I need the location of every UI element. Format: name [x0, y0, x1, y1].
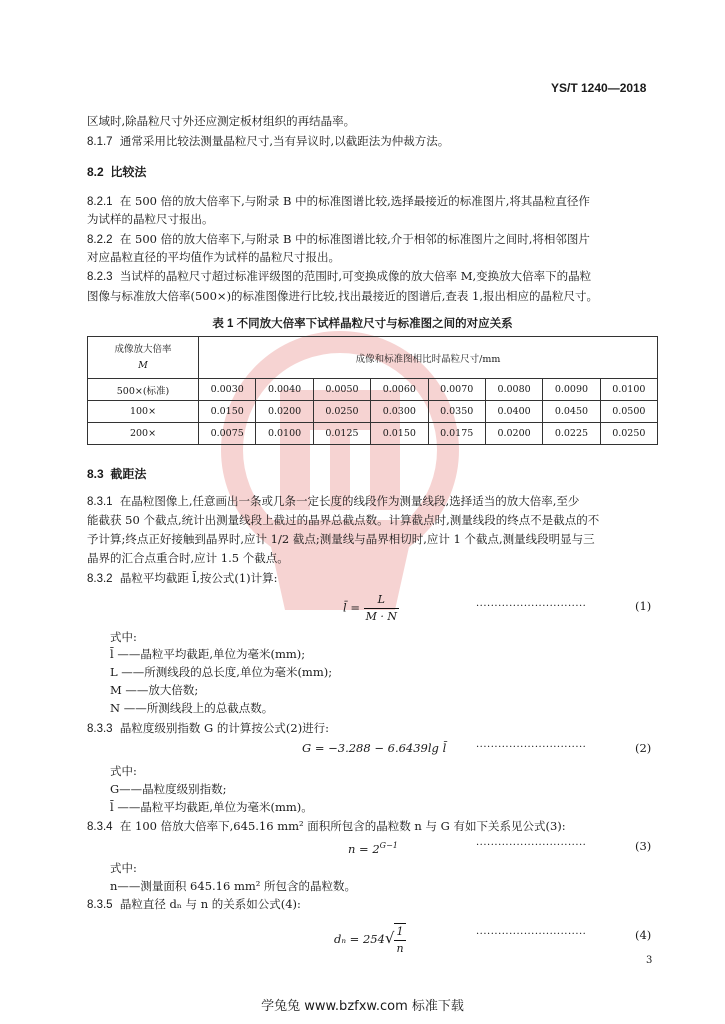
clause-number: 8.3.2	[87, 573, 113, 585]
table-cell: 0.0250	[600, 423, 657, 445]
formula-1	[343, 592, 399, 625]
clause-number: 8.3.3	[87, 723, 113, 735]
table-cell: 0.0400	[485, 401, 542, 423]
table-cell: 0.0350	[428, 401, 485, 423]
definition-line: n——测量面积 645.16 mm² 所包含的晶粒数。	[110, 879, 357, 893]
leader-dots: ······························	[476, 929, 587, 940]
table-cell: 0.0150	[371, 423, 428, 445]
table-cell: 0.0090	[543, 379, 600, 401]
table-cell: 0.0060	[371, 379, 428, 401]
clause-number: 8.3.4	[87, 821, 113, 833]
clause-text: 当试样的晶粒尺寸超过标准评级图的范围时,可变换成像的放大倍率 M,变换放大倍率下的晶粒	[119, 269, 592, 283]
definition-line: G——晶粒度级别指数;	[110, 782, 227, 796]
leader-dots: ······························	[476, 601, 587, 612]
table-caption: 表 1 不同放大倍率下试样晶粒尺寸与标准图之间的对应关系	[212, 318, 513, 330]
clause-8-3-1	[87, 493, 579, 510]
clause-text: 在 500 倍的放大倍率下,与附录 B 中的标准图谱比较,介于相邻的标准图片之间时,将相邻图片	[119, 232, 590, 246]
fraction-numerator: 1	[394, 924, 405, 941]
fraction-denominator: n	[396, 942, 404, 955]
row-label: 100×	[88, 401, 199, 423]
clause-number: 8.2.1	[87, 196, 113, 208]
footer-link[interactable]: 学兔兔 www.bzfxw.com 标准下载	[261, 999, 464, 1014]
clause-text: 通常采用比较法测量晶粒尺寸,当有异议时,以截距法为仲裁方法。	[119, 134, 450, 148]
where-label: 式中:	[110, 861, 137, 875]
paragraph-line: 对应晶粒直径的平均值作为试样的晶粒尺寸报出。	[87, 250, 340, 264]
paragraph-line: 晶界的汇合点重合时,应计 1.5 个截点。	[87, 551, 289, 565]
clause-text: 在 500 倍的放大倍率下,与附录 B 中的标准图谱比较,选择最接近的标准图片,将其晶粒直径作	[119, 194, 590, 208]
table-cell: 0.0030	[199, 379, 256, 401]
clause-number: 8.2.2	[87, 234, 113, 246]
paragraph-line: 图像与标准放大倍率(500×)的标准图像进行比较,找出最接近的图谱后,查表 1,报出相应的晶粒尺寸。	[87, 289, 598, 303]
formula-2: G = −3.288 − 6.6439lg l̄	[302, 741, 447, 755]
paragraph-line: 区域时,除晶粒尺寸外还应测定板材组织的再结晶率。	[87, 114, 356, 128]
table-row	[88, 401, 658, 423]
table-cell: 0.0450	[543, 401, 600, 423]
definition-line: l̄ ——晶粒平均截距,单位为毫米(mm);	[110, 647, 306, 661]
definition-line: L ——所测线段的总长度,单位为毫米(mm);	[110, 665, 333, 679]
table-cell: 0.0040	[256, 379, 313, 401]
clause-8-3-2	[87, 570, 278, 587]
grain-size-table	[87, 336, 658, 445]
where-label: 式中:	[110, 764, 137, 778]
formula-lhs: dₙ = 254	[334, 932, 385, 946]
table-cell: 0.0080	[485, 379, 542, 401]
clause-8-3-5	[87, 896, 301, 913]
formula-base: n = 2	[348, 841, 380, 856]
table-cell: 0.0200	[256, 401, 313, 423]
paragraph-line: 能截获 50 个截点,统计出测量线段上截过的晶界总截点数。计算截点时,测量线段的终点不是截点的不	[87, 513, 600, 527]
clause-8-2-1	[87, 193, 590, 210]
section-title: 比较法	[110, 165, 147, 179]
standard-number: YS/T 1240—2018	[551, 81, 647, 95]
paragraph-line: 予计算;终点正好接触到晶界时,应计 1/2 截点;测量线与晶界相切时,应计 1 个截点,测量线段明显与三	[87, 532, 595, 546]
clause-number: 8.3.1	[87, 496, 113, 508]
header-cell-grain-size: 成像和标准图相比时晶粒尺寸/mm	[199, 337, 658, 379]
table-cell: 0.0070	[428, 379, 485, 401]
table-cell: 0.0050	[313, 379, 370, 401]
clause-number: 8.1.7	[87, 136, 113, 148]
section-number: 8.3	[87, 467, 104, 481]
section-title: 截距法	[110, 467, 147, 481]
table-cell: 0.0125	[313, 423, 370, 445]
table-row	[88, 379, 658, 401]
formula-number: (4)	[635, 928, 652, 942]
table-cell: 0.0150	[199, 401, 256, 423]
table-cell: 0.0250	[313, 401, 370, 423]
where-label: 式中:	[110, 630, 137, 644]
table-cell: 0.0100	[256, 423, 313, 445]
formula-number: (3)	[635, 839, 652, 853]
definition-line: N ——所测线段上的总截点数。	[110, 701, 274, 715]
clause-number: 8.2.3	[87, 271, 113, 283]
clause-text: 晶粒度级别指数 G 的计算按公式(2)进行:	[119, 721, 330, 735]
row-label: 500×(标准)	[88, 379, 199, 401]
clause-text: 晶粒直径 dₙ 与 n 的关系如公式(4):	[119, 897, 301, 911]
table-row	[88, 423, 658, 445]
clause-8-2-2	[87, 231, 590, 248]
formula-3	[348, 838, 398, 857]
section-8-3	[87, 465, 146, 482]
formula-4	[334, 923, 406, 957]
clause-8-3-4	[87, 818, 566, 835]
table-cell: 0.0225	[543, 423, 600, 445]
formula-lhs: l̄ =	[343, 600, 360, 615]
definition-line: l̄ ——晶粒平均截距,单位为毫米(mm)。	[110, 800, 313, 814]
formula-exponent: G−1	[379, 841, 398, 850]
header-symbol: M	[138, 359, 148, 371]
page-number: 3	[646, 955, 653, 966]
clause-text: 在晶粒图像上,任意画出一条或几条一定长度的线段作为测量线段,选择适当的放大倍率,至少	[119, 494, 580, 508]
clause-8-1-7	[87, 133, 449, 150]
clause-text: 晶粒平均截距 l̄,按公式(1)计算:	[119, 571, 278, 585]
table-cell: 0.0175	[428, 423, 485, 445]
sqrt-icon: √	[384, 929, 395, 947]
clause-text: 在 100 倍放大倍率下,645.16 mm² 面积所包含的晶粒数 n 与 G 有如下关系见公式(3):	[119, 819, 566, 833]
table-cell: 0.0200	[485, 423, 542, 445]
clause-number: 8.3.5	[87, 899, 113, 911]
paragraph-line: 为试样的晶粒尺寸报出。	[87, 212, 214, 226]
header-text: 成像放大倍率	[114, 343, 172, 355]
formula-number: (1)	[635, 599, 652, 613]
fraction-denominator: M · N	[365, 610, 398, 623]
table-cell: 0.0075	[199, 423, 256, 445]
formula-fraction	[364, 592, 399, 625]
table-cell: 0.0500	[600, 401, 657, 423]
clause-8-2-3	[87, 268, 591, 285]
formula-fraction	[394, 923, 405, 957]
section-8-2	[87, 163, 146, 180]
clause-8-3-3	[87, 720, 329, 737]
formula-number: (2)	[635, 741, 652, 755]
header-cell-magnification	[88, 337, 199, 379]
leader-dots: ······························	[476, 840, 587, 851]
table-cell: 0.0100	[600, 379, 657, 401]
section-number: 8.2	[87, 165, 104, 179]
definition-line: M ——放大倍数;	[110, 683, 199, 697]
fraction-numerator: L	[364, 592, 399, 609]
row-label: 200×	[88, 423, 199, 445]
leader-dots: ······························	[476, 742, 587, 753]
table-cell: 0.0300	[371, 401, 428, 423]
